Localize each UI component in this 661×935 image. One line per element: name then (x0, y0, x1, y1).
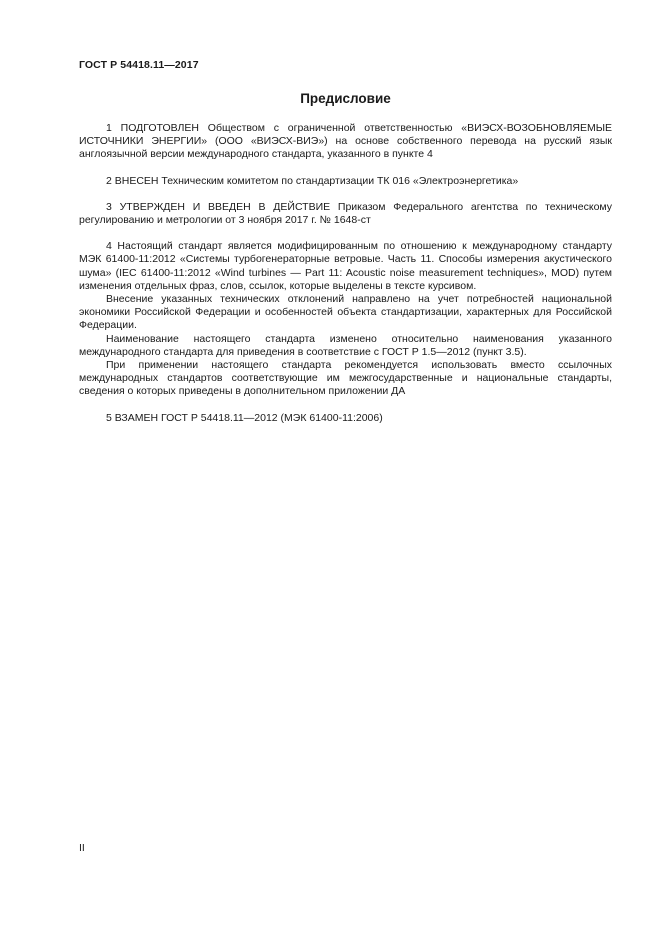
foreword-item-4-deviations: Внесение указанных технических отклонений направлено на учет потребностей национальной экономики Российской Федерации и особенностей объекта стандартизации, характерных для Российской Федерации. (79, 293, 612, 332)
section-title: Предисловие (300, 91, 391, 106)
page-number: II (79, 842, 85, 854)
foreword-item-4-references: При применении настоящего стандарта рекомендуется использовать вместо ссылочных международных стандартов соответствующие им межгосударственные и национальные стандарты, сведения о которых приведены в дополнительном приложении ДА (79, 359, 612, 398)
foreword-item-3: 3 УТВЕРЖДЕН И ВВЕДЕН В ДЕЙСТВИЕ Приказом Федерального агентства по техническому регулированию и метрологии от 3 ноября 2017 г. № 1648-ст (79, 200, 612, 227)
foreword-item-4-title-change: Наименование настоящего стандарта изменено относительно наименования указанного международного стандарта для приведения в соответствие с ГОСТ Р 1.5—2012 (пункт 3.5). (79, 332, 612, 358)
foreword-item-5: 5 ВЗАМЕН ГОСТ Р 54418.11—2012 (МЭК 61400-11:2006) (106, 411, 383, 424)
foreword-item-1: 1 ПОДГОТОВЛЕН Обществом с ограниченной ответственностью «ВИЭСХ-ВОЗОБНОВЛЯЕМЫЕ ИСТОЧНИКИ ЭНЕРГИИ» (ООО «ВИЭСХ-ВИЭ») на основе собственного перевода на русский язык англоязычной версии международного стандарта, указанного в пункте 4 (79, 122, 612, 161)
document-code: ГОСТ Р 54418.11—2017 (79, 59, 199, 71)
foreword-body (79, 122, 612, 425)
foreword-item-2: 2 ВНЕСЕН Техническим комитетом по стандартизации ТК 016 «Электроэнергетика» (106, 174, 519, 187)
foreword-item-4: 4 Настоящий стандарт является модифицированным по отношению к международному стандарту МЭК 61400-11:2012 «Системы турбогенераторные ветровые. Часть 11. Способы измерения акустического шума» (IEC 61400-11:2012 «Wind turbines — Part 11: Acoustic noise measurement techniques», MOD) путем изменения отдельных фраз, слов, ссылок, которые выделены в тексте курсивом. (79, 240, 612, 292)
